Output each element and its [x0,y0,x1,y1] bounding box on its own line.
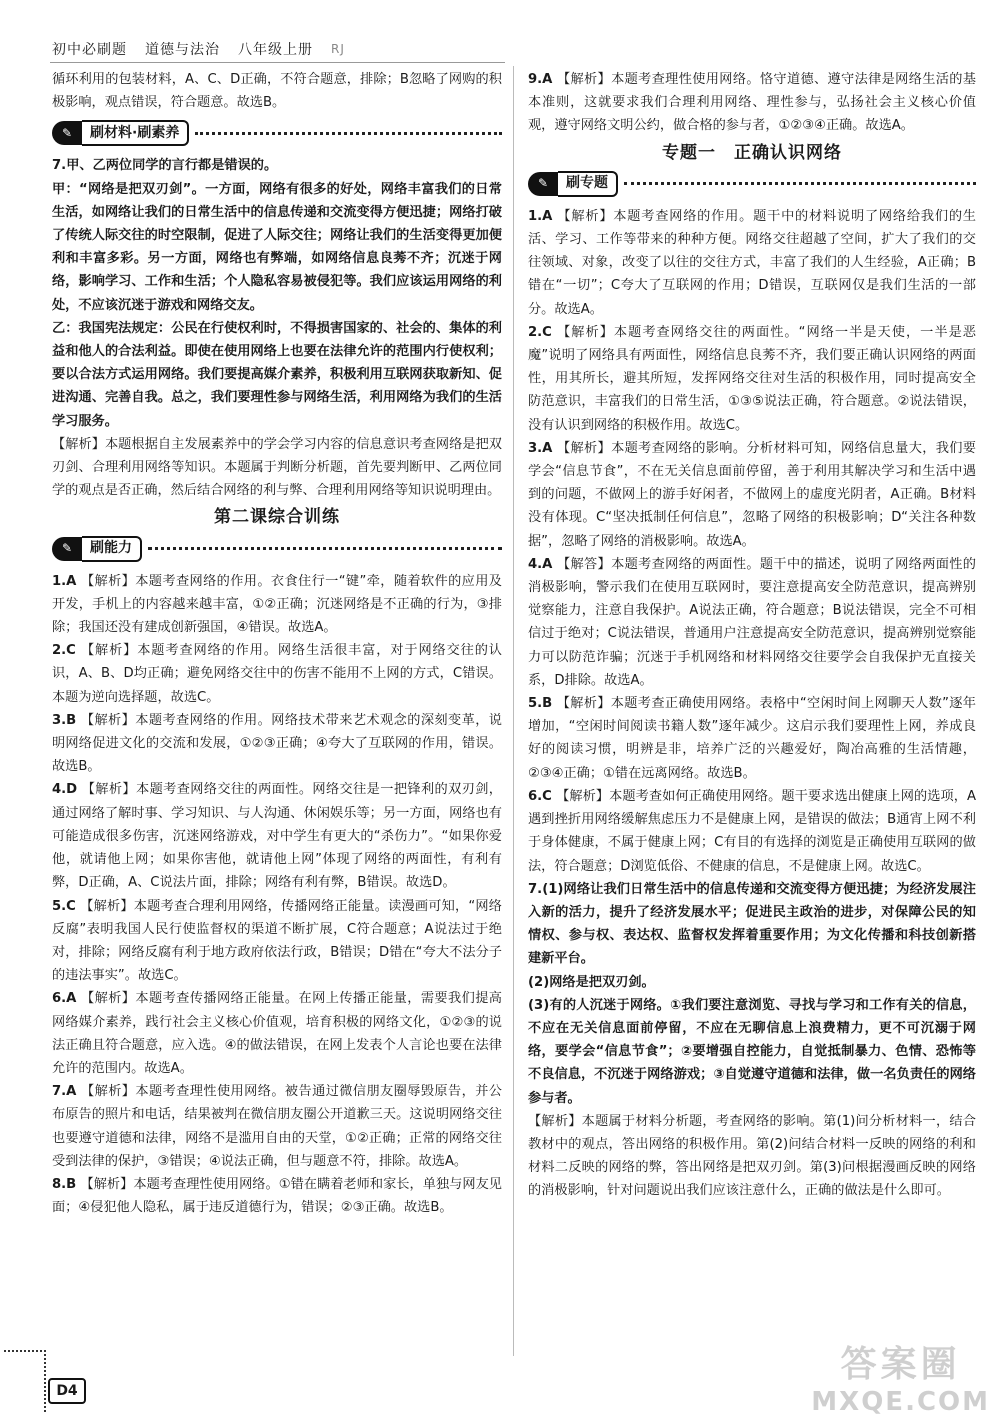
q7-lead [52,154,502,177]
chapter-title: 第二课综合训练 [214,507,340,528]
section-banner-ability [52,534,502,564]
answer-item [52,1173,502,1219]
answer-number: 4.A [528,556,553,572]
section-badge [52,121,189,145]
badge-label: 刷专题 [558,171,618,197]
answer-number: 7. [528,881,543,897]
answer-number: 6.A [52,991,77,1007]
answer-text: 【解答】本题考查网络的两面性。题干中的描述，说明了网络两面性的消极影响，警示我们在使用互联网时，要注意提高安全防范意识，提高辨别觉察能力，注意自我保护。A说法正确，符合题意；B说法错误，完全不可相信过于绝对；C说法错误，普通用户注意提高安全防范意识，提高辨别觉察能力可以防范诈骗；沉迷于手机网络和材料网络交往要学会自我保护无直接关系，D排除。故选A。 [528,556,976,688]
answer-text: 【解析】本题考查传播网络正能量。在网上传播正能量，需要我们提高网络媒介素养，践行社会主义核心价值观，培育积极的网络文化，①②③的说法正确且符合题意，应入选。④的做法错误，在网上发表个人言论也要在法律允许的范围内。故选A。 [52,991,502,1076]
answer-text: 【解析】本题考查网络的作用。题干中的材料说明了网络给我们的生活、学习、工作等带来的种种方便。网络交往超越了空间，扩大了我们的交往领域、对象，改变了以往的交往方式，丰富了我们的人生经验，A正确；B错在“一切”；C夸大了互联网的作用；D错误，互联网仅是我们生活的一部分。故选A。 [528,208,976,317]
answer-number: 5.B [528,696,553,712]
q7-answer-2: (2)网络是把双刃剑。 [528,974,655,990]
answer-text: 【解析】本题考查合理利用网络，传播网络正能量。读漫画可知，“网络反腐”表明我国人民行使监督权的渠道不断扩展，C符合题意；A说法过于绝对，排除；网络反腐有利于地方政府依法行政，B错误；D错在“夸大不法分子的违法事实”。故选C。 [52,898,502,984]
topic-title: 专题一 正确认识网络 [662,142,842,163]
column-divider [513,66,514,1356]
q7-answer-1 [528,878,976,971]
q7-answer-3: (3)有的人沉迷于网络。①我们要注意浏览、寻找与学习和工作有关的信息，不应在无关信息面前停留，不应在无聊信息上浪费精力，更不可沉溺于网络，要学会“信息节食”；②要增强自控能力，自觉抵制暴力、色情、恐怖等不良信息，不沉迷于网络游戏；③自觉遵守道德和法律，做一名负责任的网络参与者。 [528,997,976,1106]
answer-number: 6.C [528,788,552,804]
badge-label: 刷能力 [82,536,142,562]
intro-paragraph: 循环利用的包装材料，A、C、D正确，不符合题意，排除；B忽略了网购的积极影响，观点错误，符合题意。故选B。 [52,72,502,111]
answer-text: 【解析】本题考查网络的作用。网络技术带来艺术观念的深刻变革，说明网络促进文化的交流和发展，①②③正确；④夸大了互联网的作用，错误。故选B。 [52,712,502,775]
q7-yi: 乙：我国宪法规定：公民在行使权利时，不得损害国家的、社会的、集体的利益和他人的合法利益。即使在使用网络上也要在法律允许的范围内行使权利；要以合法方式运用网络。我们要提高媒介素养，积极利用互联网获取新知、促进沟通、完善自我。总之，我们要理性参与网络生活，利用网络为我们的生活学习服务。 [52,320,502,429]
answer-number: 5.C [52,898,76,914]
q7-number: 7. [52,158,67,174]
answer-item [52,570,502,640]
footer-dotted-corner [4,1350,46,1412]
q7-analysis: 【解析】本题根据自主发展素养中的学会学习内容的信息意识考查网络是把双刃剑、合理利用网络等知识。本题属于判断分析题，首先要判断甲、乙两位同学的观点是否正确，然后结合网络的利与弊、合理利用网络等知识说明理由。 [52,436,502,499]
answer-item [52,895,502,988]
answer-item [528,553,976,692]
answer-text: 【解析】本题考查网络的作用。衣食住行一“键”牵，随着软件的应用及开发，手机上的内容越来越丰富，①②正确；沉迷网络是不正确的行为，③排除；我国还没有建成创新强国，④错误。故选A。 [52,573,502,636]
answer-number: 1.A [52,573,77,589]
answer-text: 【解析】本题考查网络交往的两面性。网络交往是一把锋利的双刃剑，通过网络了解时事、学习知识、与人沟通、休闲娱乐等；另一方面，网络也有可能造成很多伤害，沉迷网络游戏，对中学生有更大的“杀伤力”。“如果你爱他，就请他上网；如果你害他，就请他上网”体现了网络的两面性，有利有弊，D正确，A、C说法片面，排除；网络有利有弊，B错误。故选D。 [52,782,502,891]
answer-item [52,639,502,709]
left-column [52,68,502,1219]
site-watermark [811,1336,990,1417]
grade-name: 八年级上册 [238,42,313,58]
pen-icon: ✎ [528,172,558,196]
edition-label: RJ [331,42,345,56]
q7-lead-text: 甲、乙两位同学的言行都是错误的。 [66,158,278,174]
answer-item [528,785,976,878]
header-rule [50,62,505,63]
answer-item [528,205,976,321]
q7-analysis: 【解析】本题属于材料分析题，考查网络的影响。第(1)问分析材料一，结合教材中的观点，答出网络的积极作用。第(2)问结合材料一反映的网络的利和材料二反映的网络的弊，答出网络是把双刃剑。第(3)问根据漫画反映的网络的消极影响，针对问题说出我们应该注意什么，正确的做法是什么即可。 [528,1113,976,1199]
answer-number: 7.A [52,1084,77,1100]
answer-text: 【解析】本题考查如何正确使用网络。题干要求选出健康上网的选项，A遇到挫折用网络缓解焦虑压力不是健康上网，是错误的做法；B通宵上网不利于身体健康，不属于健康上网；C有目的有选择的浏览是正确使用互联网的做法，符合题意；D浏览低俗、不健康的信息，不是健康上网。故选C。 [528,788,976,874]
answer-item [52,778,502,894]
pen-icon: ✎ [52,121,82,145]
answer-text: 【解析】本题考查网络的作用。网络生活很丰富，对于网络交往的认识，A、B、D均正确；避免网络交往中的伤害不能用不上网的方式，C错误。本题为逆向选择题，故选C。 [52,643,502,705]
answer-text: 【解析】本题考查理性使用网络。①错在瞒着老师和家长，单独与网友见面；④侵犯他人隐私，属于违反道德行为，错误；②③正确。故选B。 [52,1176,502,1216]
answer-item [52,1080,502,1173]
answer-number: 3.A [528,440,553,456]
right-column [528,68,976,1203]
answer-item [528,321,976,437]
running-header [52,36,345,62]
subject-name: 道德与法治 [145,42,220,58]
answer-number: 4.D [52,782,78,798]
answer-number: 2.C [52,643,76,659]
section-banner-material [52,118,502,148]
answer-text: 【解析】本题考查理性使用网络。被告通过微信朋友圈辱毁原告，并公布原告的照片和电话，结果被判在微信朋友圈公开道歉三天。这说明网络交往也要遵守道德和法律，网络不是滥用自由的天堂，①②正确；正常的网络交往受到法律的保护，③错误；④说法正确，但与题意不符，排除。故选A。 [52,1084,502,1169]
answer-item [528,437,976,553]
book-name: 初中必刷题 [52,42,127,58]
watermark-text: 答案圈 [840,1344,961,1385]
answer-text: 【解析】本题考查理性使用网络。恪守道德、遵守法律是网络生活的基本准则，这就要求我们合理利用网络、理性参与，弘扬社会主义核心价值观，遵守网络文明公约，做合格的参与者，①②③④正确。故选A。 [528,72,976,134]
pen-icon: ✎ [52,537,82,561]
dotted-rule [624,182,976,185]
dotted-rule [148,547,502,550]
answer-number: 2.C [528,324,552,340]
answer-number: 1.A [528,208,553,224]
answer-number: 9.A [528,72,553,87]
answer-item [52,709,502,779]
page-number: D4 [48,1378,86,1404]
answer-item [528,692,976,785]
watermark-url: MXQE.COM [811,1387,990,1417]
section-badge [52,537,142,561]
badge-label: 刷材料·刷素养 [82,120,189,146]
answer-number: 8.B [52,1176,77,1192]
section-banner-topic [528,169,976,199]
answer-item [52,987,502,1080]
answer-number: 3.B [52,712,77,728]
section-badge [528,172,618,196]
answer-text: (1)网络让我们日常生活中的信息传递和交流变得方便迅捷；为经济发展注入新的活力，提升了经济发展水平；促进民主政治的进步，对保障公民的知情权、参与权、表达权、监督权发挥着重要作用；为文化传播和科技创新搭建新平台。 [528,881,976,967]
q7-jia: 甲：“网络是把双刃剑”。一方面，网络有很多的好处，网络丰富我们的日常生活，如网络让我们的日常生活中的信息传递和交流变得方便迅捷；网络打破了传统人际交往的时空限制，促进了人际交往；网络让我们的生活变得更加便利和丰富多彩。另一方面，网络也有弊端，如网络信息良莠不齐；沉迷于网络，影响学习、工作和生活；个人隐私容易被侵犯等。我们应该运用网络的利处，不应该沉迷于游戏和网络交友。 [52,181,502,313]
answer-text: 【解析】本题考查网络交往的两面性。“网络一半是天使，一半是恶魔”说明了网络具有两面性，网络信息良莠不齐，我们要正确认识网络的两面性，用其所长，避其所短，发挥网络交往对生活的积极作用，同时提高安全防范意识，丰富我们的日常生活，①③⑤说法正确，符合题意。②说法错误，没有认识到网络的积极作用。故选C。 [528,324,976,433]
answer-text: 【解析】本题考查正确使用网络。表格中“空闲时间上网聊天人数”逐年增加，“空闲时间阅读书籍人数”逐年减少。这启示我们要理性上网，养成良好的阅读习惯，明辨是非，培养广泛的兴趣爱好，陶冶高雅的生活情趣，②③④正确；①错在远离网络。故选B。 [528,696,976,781]
answer-item [528,68,976,138]
answer-text: 【解析】本题考查网络的影响。分析材料可知，网络信息量大，我们要学会“信息节食”，不在无关信息面前停留，善于利用其解决学习和生活中遇到的问题，不做网上的游手好闲者，不做网上的虚度光阴者，A正确。B材料没有体现。C“坚决抵制任何信息”，忽略了网络的积极影响；D“关注各种数据”，忽略了网络的消极影响。故选A。 [528,440,976,549]
dotted-rule [195,132,502,135]
